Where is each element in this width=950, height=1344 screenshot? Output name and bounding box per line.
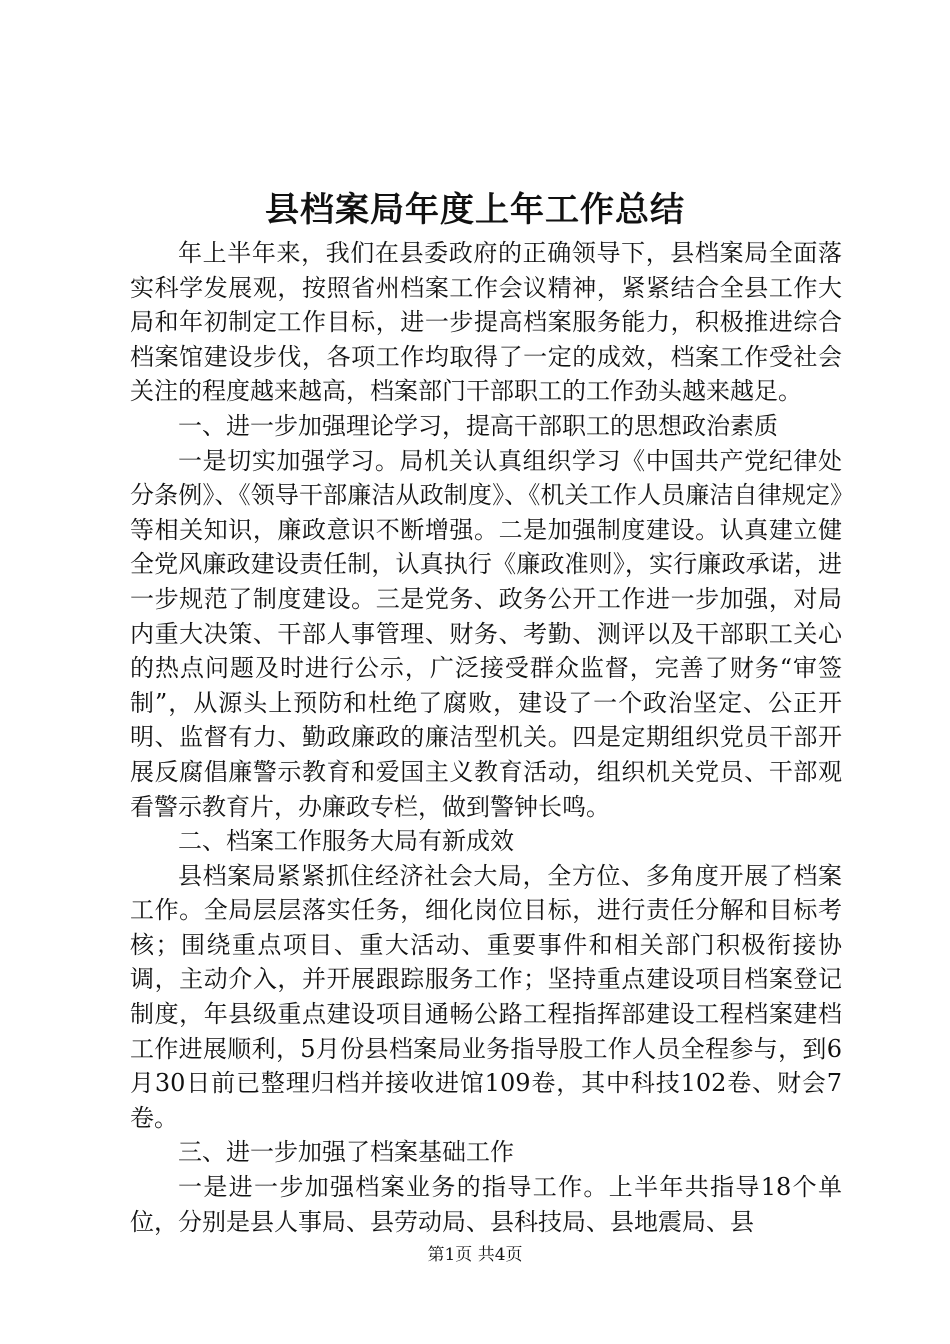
section-heading-2: 二、档案工作服务大局有新成效 [178, 827, 514, 856]
paragraph-section-3: 一是进一步加强档案业务的指导工作。上半年共指导18个单位，分别是县人事局、县劳动局、县科技局、县地震局、县 [130, 1173, 842, 1236]
document-body [130, 236, 842, 1239]
paragraph-section-2: 县档案局紧紧抓住经济社会大局，全方位、多角度开展了档案工作。全局层层落实任务，细化岗位目标，进行责任分解和目标考核；围绕重点项目、重大活动、重要事件和相关部门积极衔接协调，主动介入，并开展跟踪服务工作；坚持重点建设项目档案登记制度，年县级重点建设项目通畅公路工程指挥部建设工程档案建档工作进展顺利，5月份县档案局业务指导股工作人员全程参与，到6月30日前已整理归档并接收进馆109卷，其中科技102卷、财会7卷。 [130, 861, 842, 1132]
section-heading-1: 一、进一步加强理论学习，提高干部职工的思想政治素质 [178, 411, 778, 440]
paragraph-intro: 年上半年来，我们在县委政府的正确领导下，县档案局全面落实科学发展观，按照省州档案工作会议精神，紧紧结合全县工作大局和年初制定工作目标，进一步提高档案服务能力，积极推进综合档案馆建设步伐，各项工作均取得了一定的成效，档案工作受社会关注的程度越来越高，档案部门干部职工的工作劲头越来越足。 [130, 239, 842, 406]
section-heading-3: 三、进一步加强了档案基础工作 [178, 1138, 514, 1167]
document-title: 县档案局年度上年工作总结 [265, 190, 685, 230]
page-footer: 第1页 共4页 [427, 1245, 523, 1265]
paragraph-section-1: 一是切实加强学习。局机关认真组织学习《中国共产党纪律处分条例》、《领导干部廉洁从政制度》、《机关工作人员廉洁自律规定》等相关知识，廉政意识不断增强。二是加强制度建设。认真建立健全党风廉政建设责任制，认真执行《廉政准则》，实行廉政承诺，进一步规范了制度建设。三是党务、政务公开工作进一步加强，对局内重大决策、干部人事管理、财务、考勤、测评以及干部职工关心的热点问题及时进行公示，广泛接受群众监督，完善了财务“审签制”，从源头上预防和杜绝了腐败，建设了一个政治坚定、公正开明、监督有力、勤政廉政的廉洁型机关。四是定期组织党员干部开展反腐倡廉警示教育和爱国主义教育活动，组织机关党员、干部观看警示教育片，办廉政专栏，做到警钟长鸣。 [130, 446, 842, 821]
